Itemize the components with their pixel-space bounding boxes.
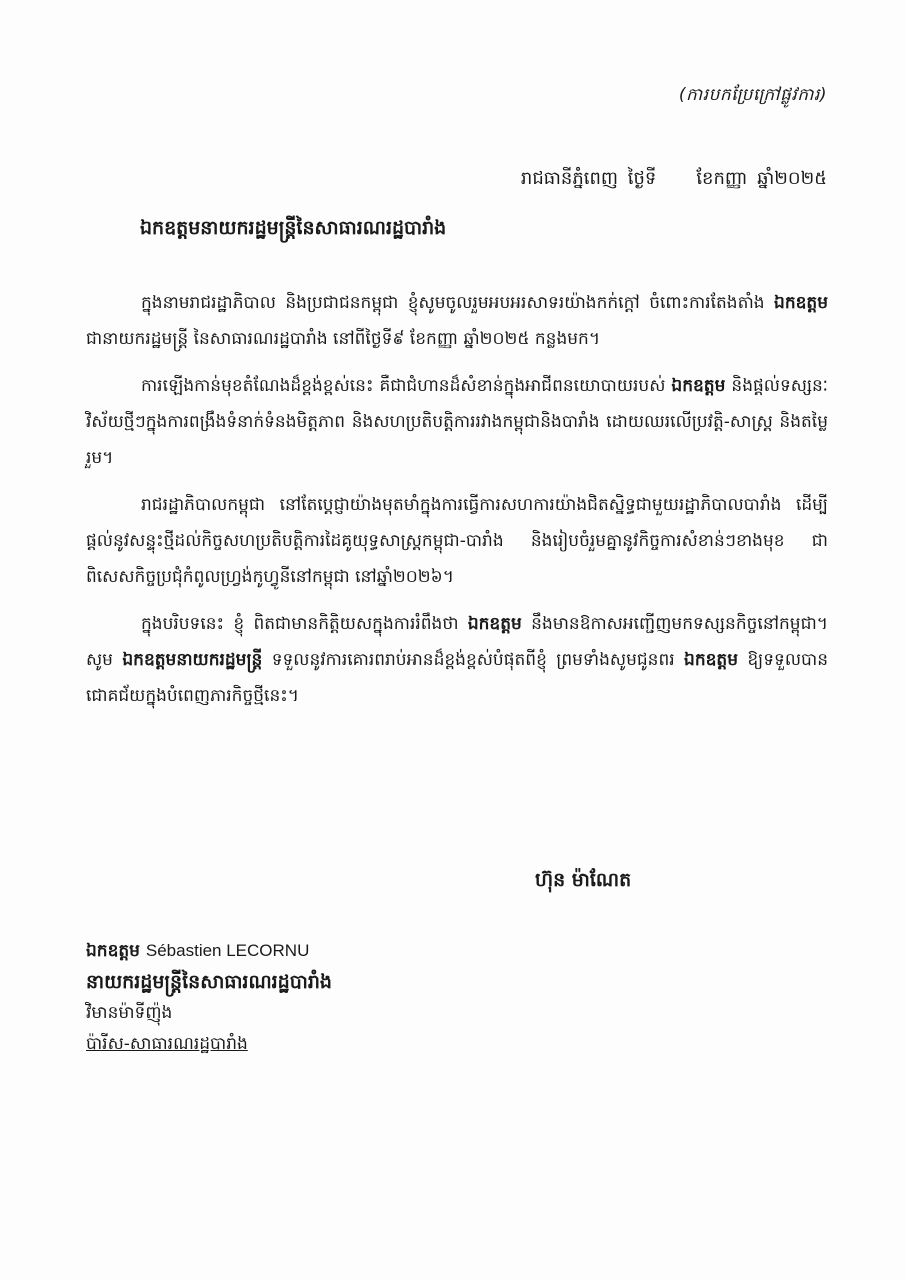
paragraph-1-text-a: ក្នុងនាមរាជរដ្ឋាភិបាល និងប្រជាជនកម្ពុជា ខ្ញុំសូមចូលរួមអបអរសាទរយ៉ាងកក់ក្តៅ ចំពោះការតែងតាំង [141,293,775,313]
paragraph-1 [86,285,828,357]
recipient-title: នាយករដ្ឋមន្ត្រីនៃសាធារណរដ្ឋបារាំង [86,971,332,993]
paragraph-3-text: រាជរដ្ឋាភិបាលកម្ពុជា នៅតែប្តេជ្ញាយ៉ាងមុតមាំក្នុងការធ្វើការសហការយ៉ាងជិតស្និទ្ធជាមួយរដ្ឋាភិបាលបារាំង ដើម្បីផ្តល់នូវសន្ទុះថ្មីដល់កិច្ចសហប្រតិបត្តិការដៃគូយុទ្ធសាស្ត្រកម្ពុជា-បារាំង និងរៀបចំរួមគ្នានូវកិច្ចការសំខាន់ៗខាងមុខ ជាពិសេសកិច្ចប្រជុំកំពូលហ្វ្រង់កូហ្វូនីនៅកម្ពុជា នៅឆ្នាំ២០២៦។ [86,495,828,587]
recipient-name: Sébastien LECORNU [145,941,310,960]
recipient-block [86,935,332,1060]
signatory-name: ហ៊ុន ម៉ាណែត [535,869,632,891]
salutation: ឯកឧត្តមនាយករដ្ឋមន្ត្រីនៃសាធារណរដ្ឋបារាំង [140,217,447,239]
unofficial-translation-note: (ការបកប្រែក្រៅផ្លូវការ) [678,85,827,105]
date-month-year: ខែកញ្ញា ឆ្នាំ២០២៥ [696,168,827,189]
paragraph-1-text-b: ជានាយករដ្ឋមន្ត្រី នៃសាធារណរដ្ឋបារាំង នៅពីថ្ងៃទី៩ ខែកញ្ញា ឆ្នាំ២០២៥ កន្លងមក។ [86,329,601,349]
recipient-office: វិមានម៉ាទីញ៉ុង [86,1003,173,1023]
recipient-honorific: ឯកឧត្តម [86,941,140,961]
letter-body [86,285,828,725]
paragraph-1-bold-honorific: ឯកឧត្តម [774,293,828,313]
recipient-city: ប៉ារីស-សាធារណរដ្ឋបារាំង [86,1034,248,1054]
paragraph-4 [86,606,828,714]
paragraph-2-bold-honorific: ឯកឧត្តម [671,376,726,396]
paragraph-2-text-b: និងផ្តល់ទស្សនៈវិស័យថ្មីៗក្នុងការពង្រឹងទំនាក់ទំនងមិត្តភាព និងសហប្រតិបត្តិការរវាងកម្ពុជានិងបារាំង ដោយឈរលើប្រវត្តិ-សាស្ត្រ និងតម្លៃរួម។ [86,376,828,468]
paragraph-3 [86,487,828,595]
paragraph-4-bold-title: ឯកឧត្តមនាយករដ្ឋមន្ត្រី [122,650,263,670]
paragraph-2 [86,368,828,476]
date-place: រាជធានីភ្នំពេញ ថ្ងៃទី [520,168,657,189]
paragraph-4-bold-honorific-2: ឯកឧត្តម [684,650,738,670]
paragraph-2-text-a: ការឡើងកាន់មុខតំណែងដ៏ខ្ពង់ខ្ពស់នេះ គឺជាជំហានដ៏សំខាន់ក្នុងអាជីពនយោបាយរបស់ [141,376,672,396]
paragraph-4-text-a: ក្នុងបរិបទនេះ ខ្ញុំ ពិតជាមានកិត្តិយសក្នុងការរំពឹងថា [141,614,468,634]
recipient-name-line [86,935,332,967]
date-line [521,166,827,193]
paragraph-4-text-d: ឱ្យទទួលបានជោគជ័យក្នុងបំពេញភារកិច្ចថ្មីនេះ។ [86,650,828,706]
paragraph-4-text-c: ទទួលនូវការគោរពរាប់អានដ៏ខ្ពង់ខ្ពស់បំផុតពីខ្ញុំ ព្រមទាំងសូមជូនពរ [262,650,685,670]
paragraph-4-text-b: នឹងមានឱកាសអញ្ជើញមកទស្សនកិច្ចនៅកម្ពុជា។ សូម [86,614,828,670]
paragraph-4-bold-honorific-1: ឯកឧត្តម [467,614,522,634]
